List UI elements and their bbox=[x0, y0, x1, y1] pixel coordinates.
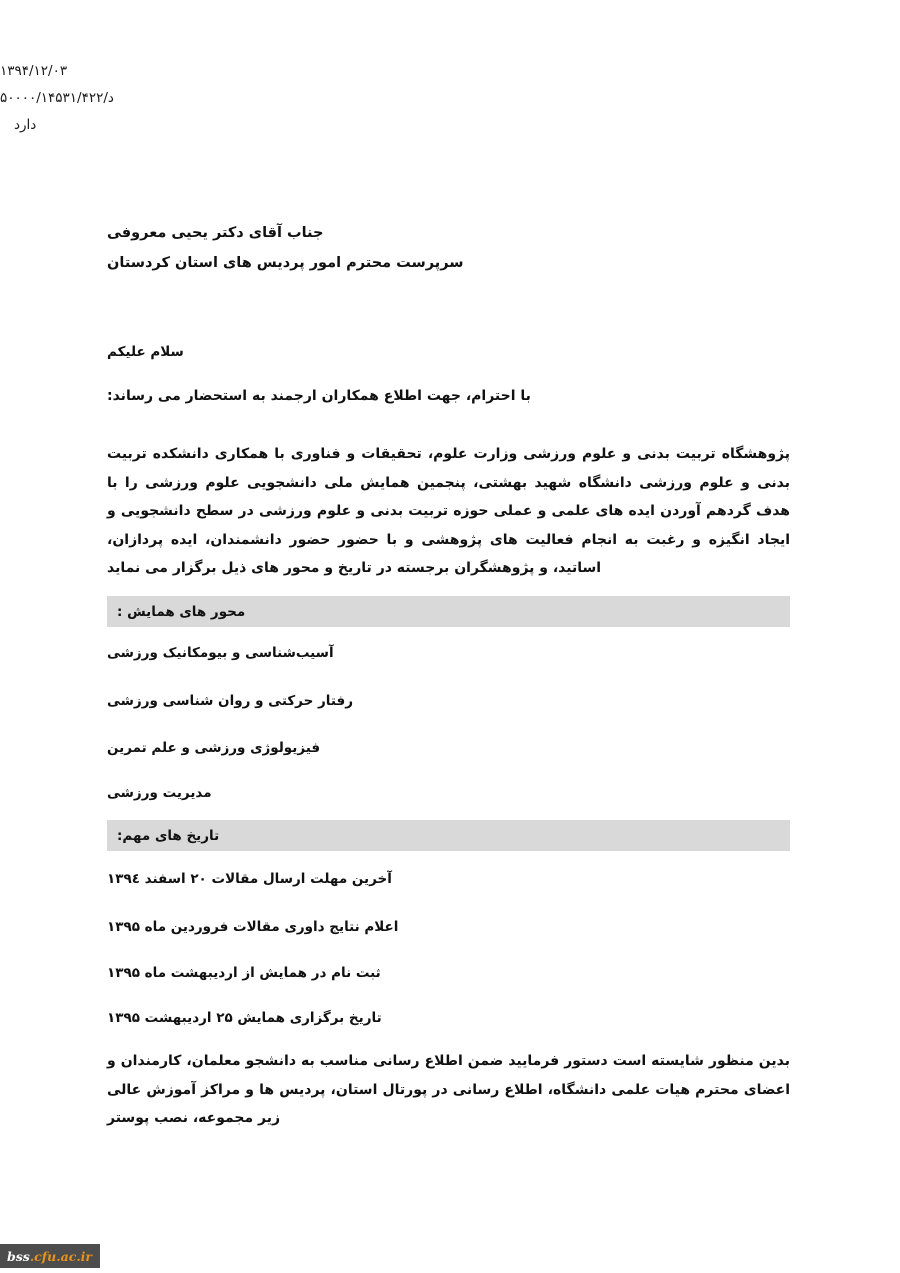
date-item: تاریخ برگزاری همایش ۲۵ اردیبهشت ۱۳۹۵ bbox=[107, 1010, 382, 1026]
reference-block bbox=[0, 58, 190, 139]
date-item: ثبت نام در همایش از اردیبهشت ماه ۱۳۹۵ bbox=[107, 965, 381, 981]
salutation: سلام علیکم bbox=[107, 344, 184, 360]
closing-paragraph: بدین منظور شایسته است دستور فرمایید ضمن اطلاع رسانی مناسب به دانشجو معلمان، کارمندان و اعضای محترم هیات علمی دانشگاه، اطلاع رسانی در پورتال استان، پردیس ها و مراکز آموزش عالی زیر مجموعه، نصب پوستر bbox=[107, 1053, 790, 1126]
date-item: اعلام نتایج داوری مقالات فروردین ماه ۱۳۹۵ bbox=[107, 919, 399, 935]
dates-heading-label: تاریخ های مهم: bbox=[117, 827, 220, 844]
date-item: آخرین مهلت ارسال مقالات ۲۰ اسفند ۱۳۹٤ bbox=[107, 871, 392, 887]
letter-attachment: دارد bbox=[14, 117, 37, 133]
topics-heading-label: محور های همایش : bbox=[117, 603, 246, 620]
addressee-name: جناب آقای دکتر یحیی معروفی bbox=[107, 225, 324, 241]
intro-line: با احترام، جهت اطلاع همکاران ارجمند به استحضار می رساند: bbox=[107, 388, 531, 404]
topics-section-heading bbox=[107, 596, 790, 627]
watermark-prefix: bss bbox=[7, 1249, 30, 1264]
addressee-title: سرپرست محترم امور پردیس های استان کردستان bbox=[107, 255, 464, 271]
letter-number: د/۵۰۰۰۰/۱۴۵۳۱/۴۲۲ bbox=[0, 90, 114, 106]
dates-section-heading bbox=[107, 820, 790, 851]
main-paragraph: پژوهشگاه تربیت بدنی و علوم ورزشی وزارت علوم، تحقیقات و فناوری با همکاری دانشکده تربیت بدنی و علوم ورزشی دانشگاه شهید بهشتی، پنجمین همایش ملی دانشجویی علوم ورزشی را با هدف گردهم آوردن ایده های علمی و عملی حوزه تربیت بدنی و علوم ورزشی در سطح دانشجویی و ایجاد انگیزه و رغبت به انجام فعالیت های پژوهشی و با حضور حضور دانشمندان، ایده پردازان، اساتید، و پژوهشگران برجسته در تاریخ و محور های ذیل برگزار می نماید bbox=[107, 446, 790, 576]
topic-item: مدیریت ورزشی bbox=[107, 785, 212, 801]
site-watermark-badge bbox=[0, 1244, 100, 1268]
topic-item: فیزیولوژی ورزشی و علم تمرین bbox=[107, 740, 321, 756]
topic-item: رفتار حرکتی و روان شناسی ورزشی bbox=[107, 693, 353, 709]
addressee-block bbox=[107, 218, 780, 278]
watermark-suffix: .cfu.ac.ir bbox=[29, 1249, 93, 1264]
topic-item: آسیب‌شناسی و بیومکانیک ورزشی bbox=[107, 645, 334, 661]
letter-date: ۱۳۹۴/۱۲/۰۳ bbox=[0, 63, 68, 79]
